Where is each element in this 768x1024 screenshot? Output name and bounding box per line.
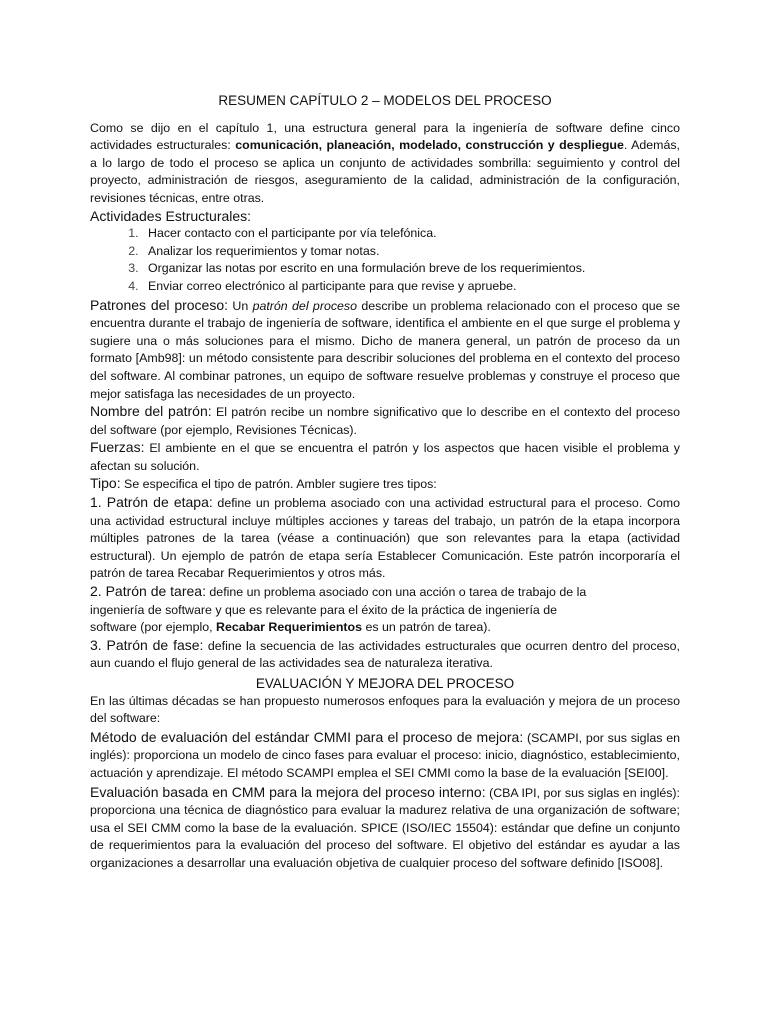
activity-item: 3. Organizar las notas por escrito en una formulación breve de los requerimientos. [142,260,680,278]
cmmi-text: (SCAMPI, por sus siglas en inglés): proporciona un modelo de cinco fases para evaluar el proceso: inicio, diagnóstico, establecimiento, actuación y aprendizaje. El método SCAMPI emplea el SEI CMMI como la base de la evaluación [SEI00]. [90,730,680,780]
cmm-text: (CBA IPI, por sus siglas en inglés): proporciona una técnica de diagnóstico para evaluar la madurez relativa de una organización de software; usa el SEI CMM como la base de la evaluación. SPICE (ISO/IEC 15504): estándar que define un conjunto de requerimientos para la evaluación del proceso del software. El objetivo del estándar es ayudar a las organizaciones a desarrollar una evaluación objetiva de cualquier proceso del software definido [ISO08]. [90,785,680,870]
type-paragraph [90,475,680,494]
stage-pattern-paragraph [90,494,680,583]
evaluation-intro: En las últimas décadas se han propuesto numerosos enfoques para la evaluación y mejora de un proceso del software: [90,693,680,726]
stage-pattern-heading: 1. Patrón de etapa: [90,494,213,511]
task-pattern-paragraph [90,583,680,637]
evaluation-section-title: EVALUACIÓN Y MEJORA DEL PROCESO [255,676,515,691]
patterns-italic-term: patrón del proceso [252,298,358,313]
cmm-heading: Evaluación basada en CMM para la mejora del proceso interno: [90,783,486,800]
cmmi-heading: Método de evaluación del estándar CMMI para el proceso de mejora: [90,728,524,745]
type-text: Se especifica el tipo de patrón. Ambler sugiere tres tipos: [120,477,437,492]
pattern-name-text: El patrón recibe un nombre significativo que lo describe en el contexto del proceso del software (por ejemplo, Revisiones Técnicas). [90,405,681,437]
intro-bold-activities: comunicación, planeación, modelado, construcción y despliegue [235,138,624,153]
phase-pattern-heading: 3. Patrón de fase: [90,636,204,653]
pattern-name-heading: Nombre del patrón: [90,403,212,420]
cmmi-paragraph [90,729,680,783]
intro-text-2: . Además, a lo largo de todo el proceso se aplica un conjunto de actividades sombrilla: seguimiento y control del proyecto, administración de riesgos, aseguramiento de la calidad, administración de la configuración, revisiones técnicas, entre otras. [90,138,680,205]
task-pattern-line3-bold: Recabar Requerimientos [216,620,363,635]
forces-paragraph [90,439,680,475]
cmm-paragraph [90,784,680,873]
intro-text-1: Como se dijo en el capítulo 1, una estructura general para la ingeniería de software define cinco actividades estructurales: [90,120,680,153]
forces-text: El ambiente en el que se encuentra el patrón y los aspectos que hacen visible el problema y afectan su solución. [90,441,680,473]
task-pattern-line3c: es un patrón de tarea). [362,620,491,635]
activities-heading: Actividades Estructurales: [90,207,252,224]
activity-item: 2. Analizar los requerimientos y tomar notas. [142,243,680,261]
intro-paragraph [90,120,680,208]
activities-list [90,225,680,295]
patterns-heading: Patrones del proceso: [90,296,229,313]
activity-item: 4. Enviar correo electrónico al participante para que revise y apruebe. [142,278,680,296]
task-pattern-line2: ingeniería de software y que es relevante para el éxito de la práctica de ingeniería de [90,602,558,617]
patterns-text-2: describe un problema relacionado con el proceso que se encuentra durante el trabajo de ingeniería de software, identifica el ambiente en el que surge el problema y sugiere una o más soluciones para el mismo. Dicho de manera general, un patrón de proceso da un formato [Amb98]: un método consistente para describir soluciones del problema en el contexto del proceso del software. Al combinar patrones, un equipo de software resuelve problemas y construye el proceso que mejor satisfaga las necesidades de un proyecto. [90,298,680,401]
document-page [90,92,680,873]
type-heading: Tipo: [90,475,121,492]
forces-heading: Fuerzas: [90,439,145,456]
stage-pattern-text: define un problema asociado con una actividad estructural para el proceso. Como una actividad estructural incluye múltiples acciones y tareas del trabajo, un patrón de la etapa incorpora múltiples patrones de la tarea (véase a continuación) que son relevantes para la etapa (actividad estructural). Un ejemplo de patrón de etapa sería Establecer Comunicación. Este patrón incorporaría el patrón de tarea Recabar Requerimientos y otros más. [90,496,680,581]
patterns-paragraph [90,297,680,404]
task-pattern-heading: 2. Patrón de tarea: [90,583,206,600]
pattern-name-paragraph [90,403,680,439]
phase-pattern-paragraph [90,637,680,673]
activity-item: 1. Hacer contacto con el participante por vía telefónica. [142,225,680,243]
phase-pattern-text: define la secuencia de las actividades estructurales que ocurren dentro del proceso, aun cuando el flujo general de las actividades sea de naturaleza iterativa. [90,638,680,671]
task-pattern-line3a: software (por ejemplo, [90,620,217,635]
page-title: RESUMEN CAPÍTULO 2 – MODELOS DEL PROCESO [218,93,552,108]
patterns-text-1: Un [228,298,253,313]
task-pattern-line1: define un problema asociado con una acción o tarea de trabajo de la [205,585,587,600]
